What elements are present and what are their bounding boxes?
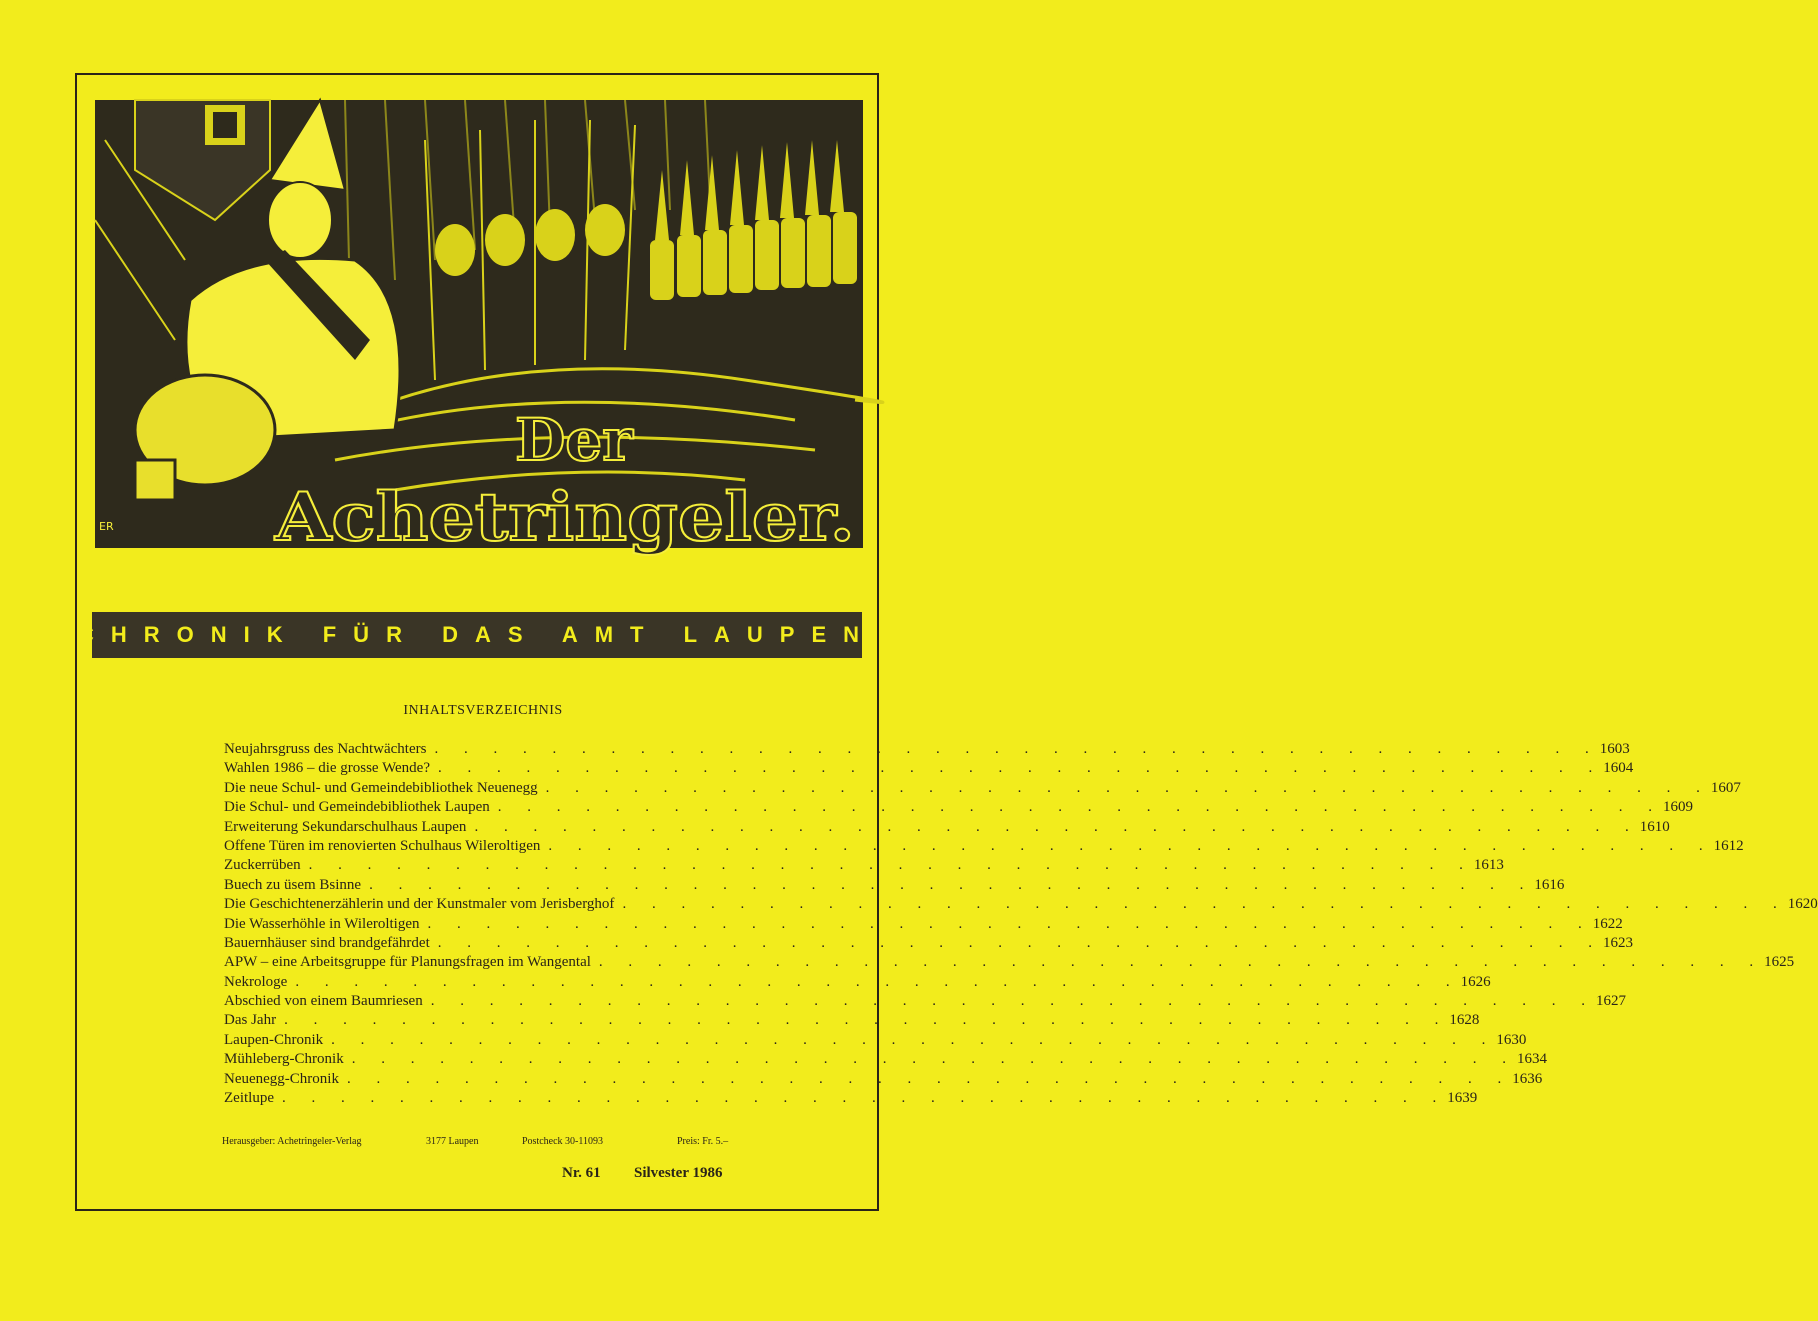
toc-leader-dots: . . . . . . . . . . . . . . . . . . . . . . . . . . . . . . . . . . . . . . . . — [295, 973, 1461, 990]
toc-entry-title: Nekrologe — [224, 973, 288, 990]
procession-crowd — [435, 140, 857, 300]
toc-entry-page: 1625 — [1764, 954, 1795, 971]
toc-entry-title: Neuenegg-Chronik — [224, 1070, 339, 1087]
toc-leader-dots: . . . . . . . . . . . . . . . . . . . . . . . . . . . . . . . . . . . . . . . . — [474, 818, 1640, 835]
toc-entry[interactable] — [224, 915, 1623, 934]
toc-leader-dots: . . . . . . . . . . . . . . . . . . . . . . . . . . . . . . . . . . . . . . . . — [430, 993, 1596, 1010]
toc-leader-dots: . . . . . . . . . . . . . . . . . . . . . . . . . . . . . . . . . . . . . . . . — [281, 1090, 1448, 1107]
toc-entry[interactable] — [224, 895, 1818, 914]
toc-entry-title: Abschied von einem Baumriesen — [224, 993, 423, 1010]
masthead-title-line1: Der — [515, 406, 633, 474]
toc-entry-title: APW – eine Arbeitsgruppe für Planungsfragen im Wangental — [224, 954, 591, 971]
toc-entry-title: Zeitlupe — [224, 1090, 274, 1107]
toc-entry-title: Das Jahr — [224, 1012, 277, 1029]
toc-entry[interactable] — [224, 953, 1795, 972]
toc-entry-page: 1616 — [1534, 876, 1565, 893]
toc-entry[interactable] — [224, 759, 1634, 778]
masthead-title-line2: Achetringeler. — [273, 478, 855, 556]
toc-entry-title: Erweiterung Sekundarschulhaus Laupen — [224, 818, 467, 835]
toc-entry[interactable] — [224, 973, 1491, 992]
toc-entry-title: Offene Türen im renovierten Schulhaus Wileroltigen — [224, 837, 541, 854]
toc-leader-dots: . . . . . . . . . . . . . . . . . . . . . . . . . . . . . . . . . . . . . . . . — [497, 799, 1664, 816]
issue-date: Silvester 1986 — [634, 1165, 723, 1181]
toc-entry-title: Buech zu üsem Bsinne — [224, 876, 362, 893]
toc-entry[interactable] — [224, 992, 1626, 1011]
artist-initials: ER — [99, 520, 114, 533]
toc-entry-page: 1627 — [1595, 993, 1626, 1010]
toc-entry-page: 1604 — [1603, 760, 1634, 777]
toc-leader-dots: . . . . . . . . . . . . . . . . . . . . . . . . . . . . . . . . . . . . . . . . — [369, 876, 1535, 893]
toc-entry[interactable] — [224, 934, 1634, 953]
toc-entry[interactable] — [224, 876, 1565, 895]
toc-leader-dots: . . . . . . . . . . . . . . . . . . . . . . . . . . . . . . . . . . . . . . . . — [438, 760, 1604, 777]
toc-entry[interactable] — [224, 837, 1744, 856]
chronicle-banner: CHRONIK FÜR DAS AMT LAUPEN — [92, 612, 862, 658]
toc-entry-page: 1636 — [1512, 1070, 1543, 1087]
toc-leader-dots: . . . . . . . . . . . . . . . . . . . . . . . . . . . . . . . . . . . . . . . . — [427, 915, 1593, 932]
toc-entry-title: Die Wasserhöhle in Wileroltigen — [224, 915, 420, 932]
toc-entry-page: 1626 — [1460, 973, 1491, 990]
toc-entry-page: 1630 — [1496, 1031, 1527, 1048]
issue-number: Nr. 61 — [562, 1165, 601, 1181]
toc-leader-dots: . . . . . . . . . . . . . . . . . . . . . . . . . . . . . . . . . . . . . . . . — [548, 837, 1714, 854]
toc-entry[interactable] — [224, 818, 1670, 837]
toc-leader-dots: . . . . . . . . . . . . . . . . . . . . . . . . . . . . . . . . . . . . . . . . — [284, 1012, 1450, 1029]
toc-entry-page: 1620 — [1787, 896, 1818, 913]
toc-entry-page: 1622 — [1592, 915, 1623, 932]
toc-entry-title: Neujahrsgruss des Nachtwächters — [224, 741, 427, 757]
woodcut-svg — [95, 100, 863, 556]
publisher-place: 3177 Laupen — [426, 1136, 479, 1147]
toc-entry[interactable] — [224, 1050, 1547, 1069]
toc-leader-dots: . . . . . . . . . . . . . . . . . . . . . . . . . . . . . . . . . . . . . . . . — [622, 896, 1788, 913]
toc-leader-dots: . . . . . . . . . . . . . . . . . . . . . . . . . . . . . . . . . . . . . . . . — [437, 934, 1604, 951]
toc-entry[interactable] — [224, 798, 1694, 817]
toc-entry[interactable] — [224, 1011, 1480, 1030]
toc-entry[interactable] — [224, 1031, 1527, 1050]
toc-entry[interactable] — [224, 856, 1504, 875]
toc-entry[interactable] — [224, 1070, 1543, 1089]
toc-entry-title: Die neue Schul- und Gemeindebibliothek Neuenegg — [224, 779, 538, 796]
toc-entry[interactable] — [224, 779, 1741, 798]
toc-entry-title: Zuckerrüben — [224, 857, 301, 874]
toc-entry-page: 1628 — [1449, 1012, 1480, 1029]
toc-leader-dots: . . . . . . . . . . . . . . . . . . . . . . . . . . . . . . . . . . . . . . . . — [545, 779, 1711, 796]
masthead-woodcut-illustration — [95, 100, 863, 556]
toc-entry-page: 1639 — [1447, 1090, 1478, 1107]
toc-entry-title: Die Geschichtenerzählerin und der Kunstmaler vom Jerisberghof — [224, 896, 615, 913]
toc-entry-page: 1610 — [1639, 818, 1670, 835]
postcheck-number: Postcheck 30-11093 — [522, 1136, 604, 1147]
toc-heading: INHALTSVERZEICHNIS — [403, 703, 563, 718]
publisher-info: Herausgeber: Achetringeler-Verlag — [222, 1136, 362, 1147]
toc-leader-dots: . . . . . . . . . . . . . . . . . . . . . . . . . . . . . . . . . . . . . . . . — [598, 954, 1765, 971]
toc-leader-dots: . . . . . . . . . . . . . . . . . . . . . . . . . . . . . . . . . . . . . . . . — [308, 857, 1474, 874]
toc-entry-page: 1603 — [1599, 741, 1630, 757]
toc-entry[interactable] — [224, 1089, 1478, 1108]
toc-leader-dots: . . . . . . . . . . . . . . . . . . . . . . . . . . . . . . . . . . . . . . . . — [331, 1031, 1497, 1048]
toc-entry-page: 1609 — [1663, 799, 1694, 816]
toc-entry-title: Wahlen 1986 – die grosse Wende? — [224, 760, 431, 777]
toc-leader-dots: . . . . . . . . . . . . . . . . . . . . . . . . . . . . . . . . . . . . . . . . — [434, 741, 1600, 757]
price-label: Preis: Fr. 5.– — [677, 1136, 729, 1147]
toc-entry-title: Die Schul- und Gemeindebibliothek Laupen — [224, 799, 490, 816]
toc-entry-page: 1623 — [1603, 934, 1634, 951]
toc-leader-dots: . . . . . . . . . . . . . . . . . . . . . . . . . . . . . . . . . . . . . . . . — [351, 1051, 1517, 1068]
toc-leader-dots: . . . . . . . . . . . . . . . . . . . . . . . . . . . . . . . . . . . . . . . . — [346, 1070, 1513, 1087]
toc-entry-page: 1634 — [1516, 1051, 1547, 1068]
table-of-contents — [224, 740, 1818, 1108]
toc-entry-title: Laupen-Chronik — [224, 1031, 324, 1048]
toc-entry-title: Bauernhäuser sind brandgefährdet — [224, 934, 430, 951]
toc-entry-page: 1612 — [1713, 837, 1744, 854]
toc-entry[interactable] — [224, 740, 1630, 759]
toc-entry-page: 1613 — [1473, 857, 1504, 874]
toc-entry-page: 1607 — [1710, 779, 1741, 796]
toc-entry-title: Mühleberg-Chronik — [224, 1051, 344, 1068]
